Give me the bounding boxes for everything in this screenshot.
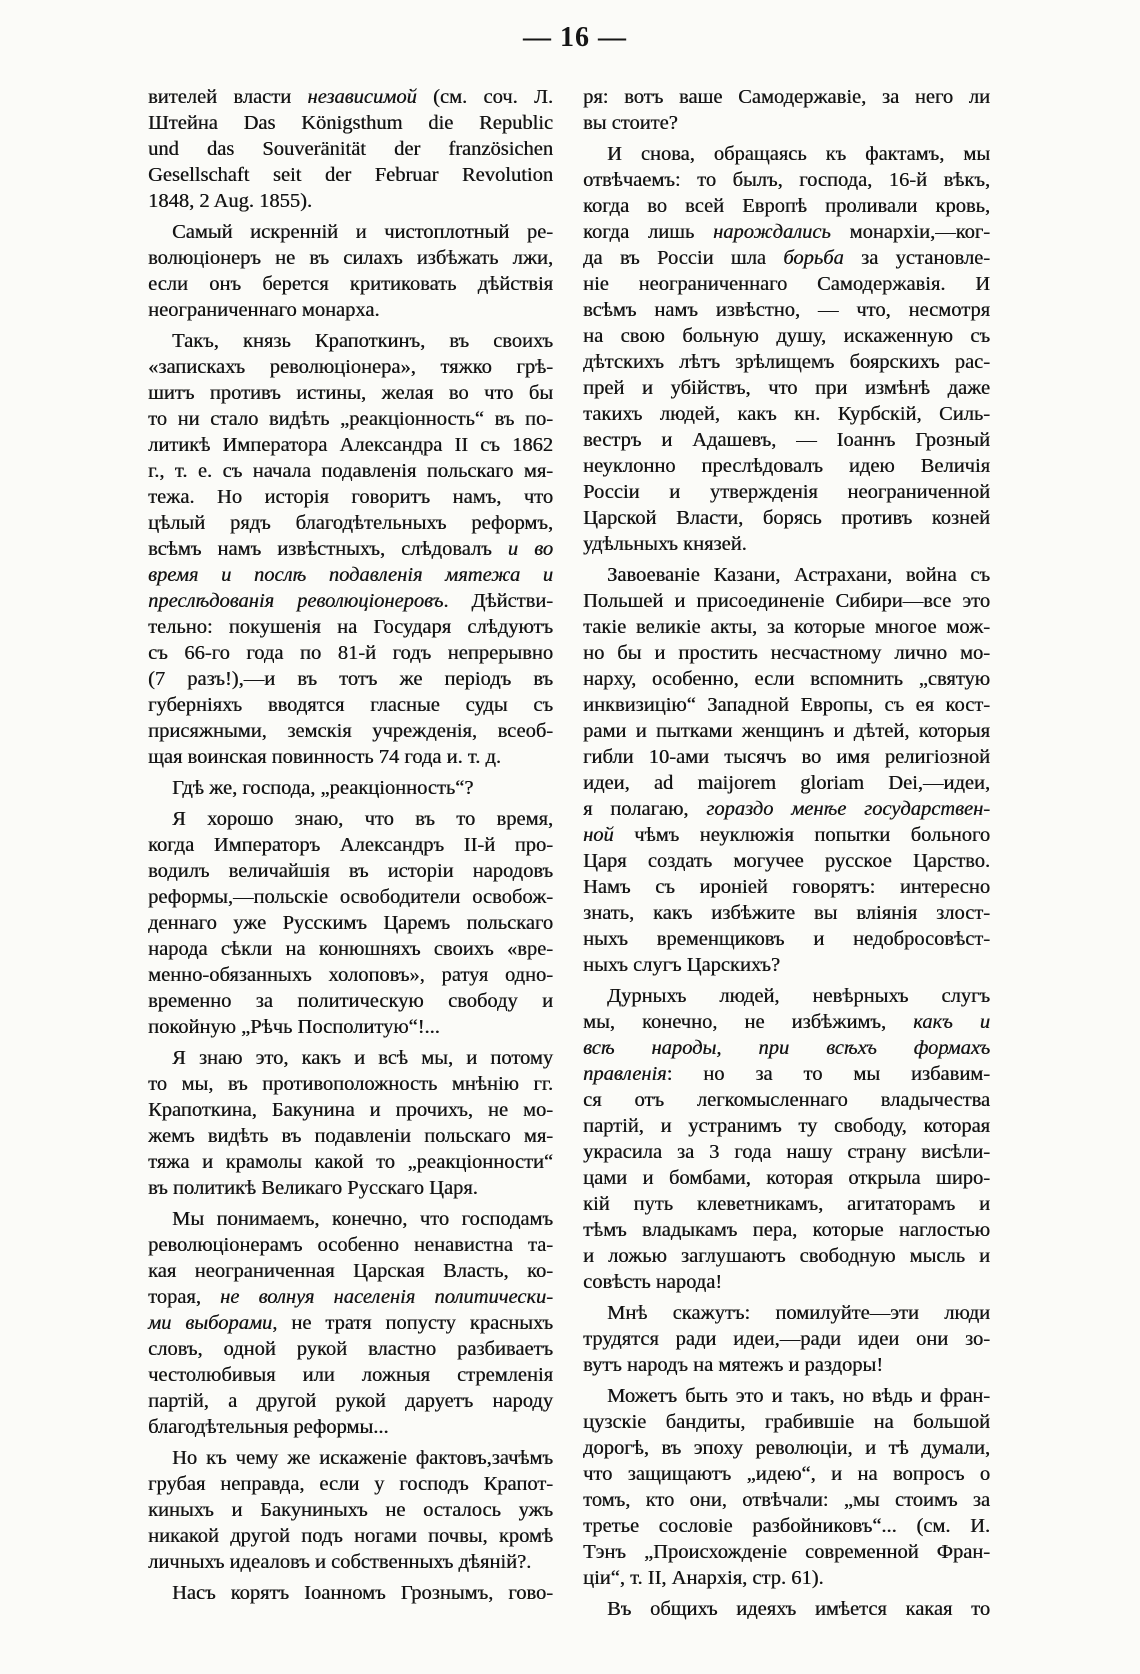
text-segment: . Дѣйстви- [443,590,553,612]
text-line [583,822,990,848]
text-segment: когда лишь [583,221,713,243]
text-line: такіе великіе акты, за которые многое мож- [583,616,990,638]
paragraph [583,1383,990,1591]
text-segment: монархіи,—ког- [830,221,990,243]
text-line: вутъ народъ на мятежъ и раздоры! [583,1354,884,1376]
paragraph [583,141,990,557]
text-line: менно-обязанныхъ холоповъ», ратуя одно- [148,964,553,986]
italic-text: независимой [307,86,417,108]
text-line: Намъ съ ироніей говорятъ: интересно [583,876,990,898]
text-line [583,1035,990,1061]
text-line: дѣтскихъ лѣтъ зрѣлищемъ боярскихъ рас- [583,351,990,373]
text-line: ныхъ слугъ Царскихъ? [583,954,781,976]
text-segment: торая, [148,1286,221,1308]
italic-text: ми выборами [148,1312,273,1334]
text-line: тѣмъ владыкамъ пера, которые наглостью [583,1219,990,1241]
text-line: щая воинская повинность 74 года и. т. д. [148,746,501,768]
text-line: деннаго уже Русскимъ Царемъ польскаго [148,912,553,934]
text-line: губерніяхъ вводятся гласные суды съ [148,694,553,716]
paragraph [148,328,553,770]
text-line: вы стоите? [583,112,678,134]
text-line: реформы,—польскіе освободители освобож- [148,886,553,908]
paragraph [148,1580,553,1606]
text-line: тяжа и крамолы какой то „реакціонности“ [148,1151,553,1173]
text-line: Въ общихъ идеяхъ имѣется какая то [607,1598,990,1620]
text-segment: за установле- [843,247,991,269]
italic-text: не волнуя населенія политически- [220,1286,554,1308]
paragraph [148,1045,553,1201]
italic-text: нарождались [713,221,831,243]
text-line: Штейна Das Königsthum die Republic [148,112,553,134]
paragraph [583,84,990,136]
text-line: тежа. Но исторія говоритъ намъ, что [148,486,553,508]
text-line: цами и бомбами, которая открыла широ- [583,1167,990,1189]
left-column [148,84,553,1606]
text-line: партій, и устранимъ ту свободу, которая [583,1115,990,1137]
text-line: Gesellschaft seit der Februar Revolution [148,164,553,186]
text-line: нарху, особенно, если вспомнить „святую [583,668,990,690]
text-line: ря: вотъ ваше Самодержавіе, за него ли [583,86,990,108]
text-line: кій путь клеветникамъ, агитаторамъ и [583,1193,990,1215]
text-line [148,536,553,562]
paragraph [148,219,553,323]
paragraph [148,775,553,801]
text-line: Царской Власти, борясь противъ козней [583,507,990,529]
italic-text: гораздо менѣе государствен- [706,798,991,820]
text-line: Завоеваніе Казани, Астрахани, война съ [607,564,990,586]
text-line: неуклонно преслѣдовалъ идею Величія [583,455,990,477]
text-line: что защищаютъ „идею“, и на вопросъ о [583,1463,990,1485]
text-line: цузскіе бандиты, грабившіе на большой [583,1411,990,1433]
paragraph [148,1445,553,1575]
text-line: цѣлый рядъ благодѣтельныхъ реформъ, [148,512,553,534]
text-line: ныхъ временщиковъ и недобросовѣст- [583,928,990,950]
paragraph [583,1300,990,1378]
text-line: совѣсть народа! [583,1271,723,1293]
text-line: партій, а другой рукой даруетъ народу [148,1390,553,1412]
italic-text: борьба [783,247,844,269]
text-line: всѣмъ намъ извѣстно, — что, несмотря [583,299,990,321]
text-line: благодѣтельныя реформы... [148,1416,389,1438]
text-line: идеи, ad maijorem gloriam Dei,—идеи, [583,772,990,794]
text-line: шитъ противъ истины, желая во что бы [148,382,553,404]
text-line: ніе неограниченнаго Самодержавія. И [583,273,990,295]
text-line: Царя создать могучее русское Царство. [583,850,990,872]
text-line [148,84,553,110]
text-line: Я хорошо знаю, что въ то время, [172,808,553,830]
text-line: кая неограниченная Царская Власть, ко- [148,1260,553,1282]
text-line: тельно: покушенія на Государя слѣдуютъ [148,616,553,638]
italic-text: преслѣдованія революціонеровъ [148,590,444,612]
text-segment: я полагаю, [583,798,707,820]
text-line: народа сѣкли на конюшняхъ своихъ «вре- [148,938,553,960]
text-line: Дурныхъ людей, невѣрныхъ слугъ [607,985,990,1007]
text-line: словъ, одной рукой властно разбиваетъ [148,1338,553,1360]
text-line: Я знаю это, какъ и всѣ мы, и потому [172,1047,553,1069]
text-line: знать, какъ избѣжите вы вліянія злост- [583,902,990,924]
right-column [583,84,990,1622]
text-line: гибли 10-ами тысячъ во имя религіозной [583,746,990,768]
paragraph [148,806,553,1040]
text-line: 1848, 2 Aug. 1855). [148,190,312,212]
text-line: въ политикѣ Великаго Русскаго Царя. [148,1177,478,1199]
text-line: Польшей и присоединеніе Сибири—все это [583,590,990,612]
text-line: когда во всей Европѣ проливали кровь, [583,195,990,217]
text-line: и ложью заглушаютъ свободную мысль и [583,1245,990,1267]
text-segment: мы, конечно, не избѣжимъ, [583,1011,914,1033]
text-segment: , не тратя попусту красныхъ [272,1312,553,1334]
text-segment: чѣмъ неуклюжія попытки больного [613,824,990,846]
text-line: Насъ корятъ Іоанномъ Грознымъ, гово- [172,1582,553,1604]
text-line: Россіи и утвержденія неограниченной [583,481,990,503]
page-number: — 16 — [523,22,627,53]
text-line: то мы, въ противоположность мнѣнію гг. [148,1073,553,1095]
text-line: томъ, кто они, отвѣчали: „мы стоимъ за [583,1489,990,1511]
text-line: покойную „Рѣчь Посполитую“!... [148,1016,440,1038]
italic-text: ной [583,824,614,846]
text-line [583,245,990,271]
paragraph [148,1206,553,1440]
text-line: Гдѣ же, господа, „реакціонность“? [172,777,474,799]
text-segment: всѣмъ намъ извѣстныхъ, слѣдовалъ [148,538,508,560]
text-line: киныхъ и Бакуниныхъ не осталось ужъ [148,1499,553,1521]
paragraph [583,1596,990,1622]
text-line: инквизицію“ Западной Европы, съ ея кост- [583,694,990,716]
text-line: Но къ чему же искаженіе фактовъ,зачѣмъ [172,1447,553,1469]
paragraph [583,983,990,1295]
text-line: такихъ людей, какъ кн. Курбскій, Силь- [583,403,990,425]
text-line: Крапоткина, Бакунина и прочихъ, не мо- [148,1099,553,1121]
text-line [148,1310,553,1336]
text-line: революціонерамъ особенно ненавистна та- [148,1234,553,1256]
text-line: съ 66-го года по 81-й годъ непрерывно [148,642,553,664]
text-line: никакой другой подъ ногами почвы, кромѣ [148,1525,553,1547]
text-line: ся отъ легкомысленнаго владычества [583,1089,990,1111]
text-line [583,1009,990,1035]
text-segment: (см. соч. Л. [416,86,553,108]
text-line: удѣльныхъ князей. [583,533,747,555]
text-line: рами и пытками женщинъ и дѣтей, которыя [583,720,990,742]
text-line [583,1061,990,1087]
text-line [148,588,553,614]
text-line [583,219,990,245]
paragraph [148,84,553,214]
italic-text: и во [507,538,553,560]
text-line: (7 разъ!),—и въ тотъ же періодъ въ [148,668,553,690]
text-line: Такъ, князь Крапоткинъ, въ своихъ [172,330,553,352]
text-line: украсила за 3 года нашу страну висѣли- [583,1141,990,1163]
paragraph [583,562,990,978]
text-segment: : но за то мы избавим- [666,1063,990,1085]
text-segment: да въ Россіи шла [583,247,784,269]
text-line: когда Императоръ Александръ II-й про- [148,834,553,856]
text-line: на свою больную душу, искаженную съ [583,325,990,347]
text-line: вестръ и Адашевъ, — Іоаннъ Грозный [583,429,990,451]
text-line: то ни стало видѣть „реакціонность“ въ по- [148,408,553,430]
text-line: дорогѣ, въ эпоху революціи, и тѣ думали, [583,1437,990,1459]
text-line: если онъ берется критиковать дѣйствія [148,273,553,295]
text-line: Тэнъ „Происхожденіе современной Фран- [583,1541,990,1563]
text-line: И снова, обращаясь къ фактамъ, мы [607,143,990,165]
text-line: «запискахъ революціонера», тяжко грѣ- [148,356,553,378]
text-line: присяжными, земскія учрежденія, всеоб- [148,720,553,742]
text-line: прей и убійствъ, что при измѣнѣ даже [583,377,990,399]
text-line: Мы понимаемъ, конечно, что господамъ [172,1208,553,1230]
text-line: неограниченнаго монарха. [148,299,380,321]
text-segment: вителей власти [148,86,308,108]
text-line: но бы и простить несчастному лично мо- [583,642,990,664]
text-line: грубая неправда, если у господъ Крапот- [148,1473,553,1495]
italic-text: какъ и [913,1011,990,1033]
italic-text: время и послѣ подавленія мятежа и [148,564,553,586]
text-line: ціи“, т. II, Анархія, стр. 61). [583,1567,824,1589]
italic-text: всѣ народы, при всѣхъ формахъ [583,1037,990,1059]
text-line: волюціонеръ не въ силахъ избѣжать лжи, [148,247,553,269]
italic-text: правленія [583,1063,667,1085]
text-line: трудятся ради идеи,—ради идеи они зо- [583,1328,990,1350]
text-line: жемъ видѣть въ подавленіи польскаго мя- [148,1125,553,1147]
text-line: третье сословіе разбойниковъ“... (см. И. [583,1515,990,1537]
text-line: водилъ величайшія въ исторіи народовъ [148,860,553,882]
text-line: личныхъ идеаловъ и собственныхъ дѣяній?. [148,1551,532,1573]
text-line: Мнѣ скажутъ: помилуйте—эти люди [607,1302,990,1324]
text-line: литикѣ Императора Александра II съ 1862 [148,434,553,456]
text-line: und das Souveränität der französichen [148,138,553,160]
text-line: Самый искренній и чистоплотный ре- [172,221,553,243]
text-line: г., т. е. съ начала подавленія польскаго мя- [148,460,553,482]
text-line [148,562,553,588]
text-line: отвѣчаемъ: то былъ, господа, 16-й вѣкъ, [583,169,990,191]
text-line [148,1284,553,1310]
text-line [583,796,990,822]
text-line: Можетъ быть это и такъ, но вѣдь и фран- [607,1385,990,1407]
text-line: временно за политическую свободу и [148,990,553,1012]
text-line: честолюбивыя или ложныя стремленія [148,1364,553,1386]
